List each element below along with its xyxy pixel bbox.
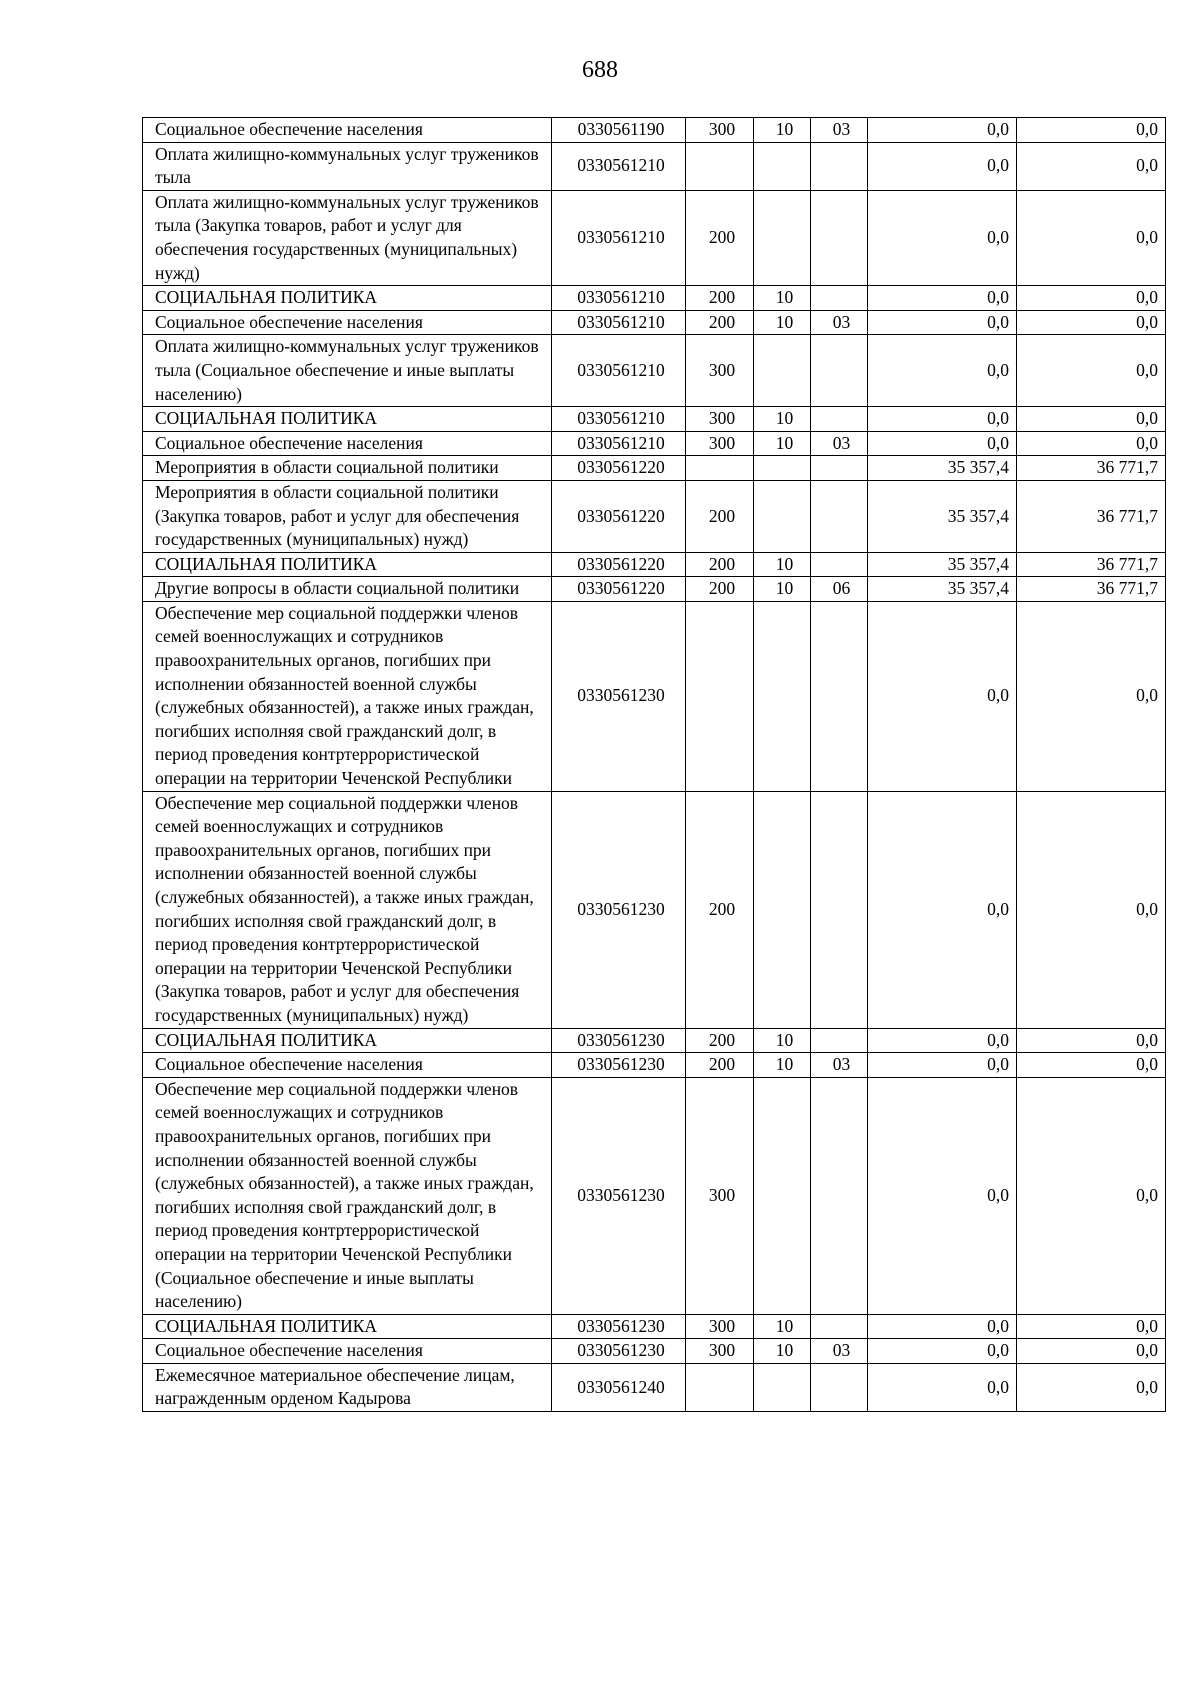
expense-type-code-cell: 300 bbox=[686, 1077, 754, 1314]
expense-type-code-cell: 300 bbox=[686, 1314, 754, 1339]
amount-year-1-cell: 0,0 bbox=[868, 791, 1017, 1028]
target-article-code-cell: 0330561190 bbox=[552, 118, 686, 143]
subsection-code-cell bbox=[811, 601, 868, 791]
target-article-code-cell: 0330561230 bbox=[552, 1028, 686, 1053]
table-row bbox=[143, 335, 1166, 407]
section-code-cell: 10 bbox=[754, 118, 811, 143]
table-row bbox=[143, 431, 1166, 456]
section-code-cell: 10 bbox=[754, 431, 811, 456]
item-name-cell: Ежемесячное материальное обеспечение лицам, награжденным орденом Кадырова bbox=[143, 1363, 552, 1411]
item-name-cell: Социальное обеспечение населения bbox=[143, 1053, 552, 1078]
section-code-cell bbox=[754, 601, 811, 791]
amount-year-1-cell: 0,0 bbox=[868, 142, 1017, 190]
expense-type-code-cell: 200 bbox=[686, 286, 754, 311]
amount-year-1-cell: 0,0 bbox=[868, 286, 1017, 311]
target-article-code-cell: 0330561220 bbox=[552, 577, 686, 602]
table-row bbox=[143, 286, 1166, 311]
amount-year-2-cell: 0,0 bbox=[1017, 286, 1166, 311]
amount-year-1-cell: 0,0 bbox=[868, 1053, 1017, 1078]
item-name-cell: Оплата жилищно-коммунальных услуг тружеников тыла bbox=[143, 142, 552, 190]
subsection-code-cell: 03 bbox=[811, 1053, 868, 1078]
amount-year-2-cell: 0,0 bbox=[1017, 407, 1166, 432]
table-row bbox=[143, 456, 1166, 481]
section-code-cell: 10 bbox=[754, 552, 811, 577]
section-code-cell bbox=[754, 1363, 811, 1411]
amount-year-1-cell: 0,0 bbox=[868, 1363, 1017, 1411]
section-code-cell bbox=[754, 791, 811, 1028]
item-name-cell: Социальное обеспечение населения bbox=[143, 1339, 552, 1364]
amount-year-2-cell: 0,0 bbox=[1017, 1053, 1166, 1078]
subsection-code-cell bbox=[811, 407, 868, 432]
amount-year-1-cell: 0,0 bbox=[868, 407, 1017, 432]
item-name-cell: Социальное обеспечение населения bbox=[143, 118, 552, 143]
table-row bbox=[143, 1363, 1166, 1411]
subsection-code-cell: 03 bbox=[811, 310, 868, 335]
section-code-cell: 10 bbox=[754, 286, 811, 311]
target-article-code-cell: 0330561230 bbox=[552, 1053, 686, 1078]
amount-year-1-cell: 35 357,4 bbox=[868, 577, 1017, 602]
expense-type-code-cell: 300 bbox=[686, 118, 754, 143]
amount-year-2-cell: 0,0 bbox=[1017, 1028, 1166, 1053]
expense-type-code-cell: 200 bbox=[686, 310, 754, 335]
item-name-cell: СОЦИАЛЬНАЯ ПОЛИТИКА bbox=[143, 552, 552, 577]
amount-year-1-cell: 0,0 bbox=[868, 1028, 1017, 1053]
target-article-code-cell: 0330561210 bbox=[552, 431, 686, 456]
item-name-cell: СОЦИАЛЬНАЯ ПОЛИТИКА bbox=[143, 1028, 552, 1053]
item-name-cell: Обеспечение мер социальной поддержки членов семей военнослужащих и сотрудников правоохранительных органов, погибших при исполнении обязанностей военной службы (служебных обязанностей), а также иных граждан, погибших исполняя свой гражданский долг, в период проведения контртеррористической операции на территории Чеченской Республики bbox=[143, 601, 552, 791]
section-code-cell bbox=[754, 335, 811, 407]
expense-type-code-cell bbox=[686, 1363, 754, 1411]
amount-year-2-cell: 36 771,7 bbox=[1017, 456, 1166, 481]
item-name-cell: Оплата жилищно-коммунальных услуг тружеников тыла (Социальное обеспечение и иные выплаты населению) bbox=[143, 335, 552, 407]
table-body bbox=[143, 118, 1166, 1412]
section-code-cell bbox=[754, 480, 811, 552]
item-name-cell: Оплата жилищно-коммунальных услуг тружеников тыла (Закупка товаров, работ и услуг для обеспечения государственных (муниципальных) нужд) bbox=[143, 190, 552, 285]
target-article-code-cell: 0330561220 bbox=[552, 552, 686, 577]
target-article-code-cell: 0330561230 bbox=[552, 791, 686, 1028]
subsection-code-cell bbox=[811, 335, 868, 407]
subsection-code-cell bbox=[811, 1363, 868, 1411]
expense-type-code-cell bbox=[686, 601, 754, 791]
amount-year-1-cell: 0,0 bbox=[868, 335, 1017, 407]
table-row bbox=[143, 407, 1166, 432]
table-row bbox=[143, 142, 1166, 190]
target-article-code-cell: 0330561220 bbox=[552, 456, 686, 481]
expense-type-code-cell: 200 bbox=[686, 190, 754, 285]
table-row bbox=[143, 310, 1166, 335]
target-article-code-cell: 0330561210 bbox=[552, 190, 686, 285]
amount-year-2-cell: 0,0 bbox=[1017, 118, 1166, 143]
amount-year-1-cell: 0,0 bbox=[868, 1077, 1017, 1314]
target-article-code-cell: 0330561230 bbox=[552, 1339, 686, 1364]
target-article-code-cell: 0330561230 bbox=[552, 601, 686, 791]
amount-year-1-cell: 0,0 bbox=[868, 1339, 1017, 1364]
expense-type-code-cell: 200 bbox=[686, 577, 754, 602]
amount-year-2-cell: 36 771,7 bbox=[1017, 577, 1166, 602]
expense-type-code-cell: 300 bbox=[686, 407, 754, 432]
amount-year-2-cell: 0,0 bbox=[1017, 1339, 1166, 1364]
expense-type-code-cell: 300 bbox=[686, 431, 754, 456]
subsection-code-cell bbox=[811, 456, 868, 481]
subsection-code-cell bbox=[811, 1314, 868, 1339]
item-name-cell: Мероприятия в области социальной политики (Закупка товаров, работ и услуг для обеспечения государственных (муниципальных) нужд) bbox=[143, 480, 552, 552]
target-article-code-cell: 0330561230 bbox=[552, 1314, 686, 1339]
section-code-cell bbox=[754, 456, 811, 481]
table-row bbox=[143, 190, 1166, 285]
subsection-code-cell: 03 bbox=[811, 431, 868, 456]
item-name-cell: Другие вопросы в области социальной политики bbox=[143, 577, 552, 602]
budget-table bbox=[142, 117, 1166, 1412]
section-code-cell bbox=[754, 142, 811, 190]
expense-type-code-cell: 300 bbox=[686, 1339, 754, 1364]
subsection-code-cell bbox=[811, 1028, 868, 1053]
target-article-code-cell: 0330561210 bbox=[552, 310, 686, 335]
amount-year-1-cell: 0,0 bbox=[868, 310, 1017, 335]
item-name-cell: СОЦИАЛЬНАЯ ПОЛИТИКА bbox=[143, 1314, 552, 1339]
section-code-cell: 10 bbox=[754, 1028, 811, 1053]
amount-year-2-cell: 0,0 bbox=[1017, 1314, 1166, 1339]
table-row bbox=[143, 552, 1166, 577]
section-code-cell: 10 bbox=[754, 1053, 811, 1078]
table-row bbox=[143, 480, 1166, 552]
target-article-code-cell: 0330561220 bbox=[552, 480, 686, 552]
amount-year-1-cell: 35 357,4 bbox=[868, 480, 1017, 552]
target-article-code-cell: 0330561210 bbox=[552, 335, 686, 407]
amount-year-1-cell: 35 357,4 bbox=[868, 552, 1017, 577]
expense-type-code-cell: 300 bbox=[686, 335, 754, 407]
expense-type-code-cell: 200 bbox=[686, 791, 754, 1028]
subsection-code-cell bbox=[811, 190, 868, 285]
amount-year-2-cell: 36 771,7 bbox=[1017, 480, 1166, 552]
subsection-code-cell bbox=[811, 1077, 868, 1314]
expense-type-code-cell: 200 bbox=[686, 552, 754, 577]
table-row bbox=[143, 577, 1166, 602]
amount-year-2-cell: 0,0 bbox=[1017, 791, 1166, 1028]
subsection-code-cell bbox=[811, 480, 868, 552]
subsection-code-cell: 06 bbox=[811, 577, 868, 602]
item-name-cell: Обеспечение мер социальной поддержки членов семей военнослужащих и сотрудников правоохранительных органов, погибших при исполнении обязанностей военной службы (служебных обязанностей), а также иных граждан, погибших исполняя свой гражданский долг, в период проведения контртеррористической операции на территории Чеченской Республики (Социальное обеспечение и иные выплаты населению) bbox=[143, 1077, 552, 1314]
expense-type-code-cell bbox=[686, 456, 754, 481]
item-name-cell: Социальное обеспечение населения bbox=[143, 431, 552, 456]
amount-year-2-cell: 36 771,7 bbox=[1017, 552, 1166, 577]
amount-year-2-cell: 0,0 bbox=[1017, 1363, 1166, 1411]
subsection-code-cell: 03 bbox=[811, 1339, 868, 1364]
table-row bbox=[143, 1053, 1166, 1078]
expense-type-code-cell: 200 bbox=[686, 1028, 754, 1053]
amount-year-1-cell: 0,0 bbox=[868, 1314, 1017, 1339]
amount-year-2-cell: 0,0 bbox=[1017, 1077, 1166, 1314]
section-code-cell: 10 bbox=[754, 1339, 811, 1364]
page-number: 688 bbox=[582, 57, 618, 83]
amount-year-1-cell: 35 357,4 bbox=[868, 456, 1017, 481]
amount-year-2-cell: 0,0 bbox=[1017, 310, 1166, 335]
target-article-code-cell: 0330561240 bbox=[552, 1363, 686, 1411]
section-code-cell bbox=[754, 190, 811, 285]
amount-year-1-cell: 0,0 bbox=[868, 601, 1017, 791]
subsection-code-cell bbox=[811, 142, 868, 190]
amount-year-2-cell: 0,0 bbox=[1017, 190, 1166, 285]
target-article-code-cell: 0330561230 bbox=[552, 1077, 686, 1314]
table-row bbox=[143, 1028, 1166, 1053]
subsection-code-cell: 03 bbox=[811, 118, 868, 143]
amount-year-2-cell: 0,0 bbox=[1017, 601, 1166, 791]
table-row bbox=[143, 118, 1166, 143]
item-name-cell: Социальное обеспечение населения bbox=[143, 310, 552, 335]
amount-year-1-cell: 0,0 bbox=[868, 431, 1017, 456]
expense-type-code-cell: 200 bbox=[686, 480, 754, 552]
amount-year-1-cell: 0,0 bbox=[868, 190, 1017, 285]
subsection-code-cell bbox=[811, 791, 868, 1028]
target-article-code-cell: 0330561210 bbox=[552, 142, 686, 190]
table-row bbox=[143, 601, 1166, 791]
subsection-code-cell bbox=[811, 286, 868, 311]
section-code-cell: 10 bbox=[754, 407, 811, 432]
amount-year-1-cell: 0,0 bbox=[868, 118, 1017, 143]
item-name-cell: Мероприятия в области социальной политики bbox=[143, 456, 552, 481]
table-row bbox=[143, 791, 1166, 1028]
target-article-code-cell: 0330561210 bbox=[552, 286, 686, 311]
section-code-cell: 10 bbox=[754, 310, 811, 335]
table-row bbox=[143, 1077, 1166, 1314]
section-code-cell: 10 bbox=[754, 577, 811, 602]
subsection-code-cell bbox=[811, 552, 868, 577]
item-name-cell: Обеспечение мер социальной поддержки членов семей военнослужащих и сотрудников правоохранительных органов, погибших при исполнении обязанностей военной службы (служебных обязанностей), а также иных граждан, погибших исполняя свой гражданский долг, в период проведения контртеррористической операции на территории Чеченской Республики (Закупка товаров, работ и услуг для обеспечения государственных (муниципальных) нужд) bbox=[143, 791, 552, 1028]
section-code-cell bbox=[754, 1077, 811, 1314]
amount-year-2-cell: 0,0 bbox=[1017, 142, 1166, 190]
table-row bbox=[143, 1339, 1166, 1364]
section-code-cell: 10 bbox=[754, 1314, 811, 1339]
amount-year-2-cell: 0,0 bbox=[1017, 335, 1166, 407]
amount-year-2-cell: 0,0 bbox=[1017, 431, 1166, 456]
table-row bbox=[143, 1314, 1166, 1339]
expense-type-code-cell bbox=[686, 142, 754, 190]
target-article-code-cell: 0330561210 bbox=[552, 407, 686, 432]
expense-type-code-cell: 200 bbox=[686, 1053, 754, 1078]
item-name-cell: СОЦИАЛЬНАЯ ПОЛИТИКА bbox=[143, 407, 552, 432]
item-name-cell: СОЦИАЛЬНАЯ ПОЛИТИКА bbox=[143, 286, 552, 311]
